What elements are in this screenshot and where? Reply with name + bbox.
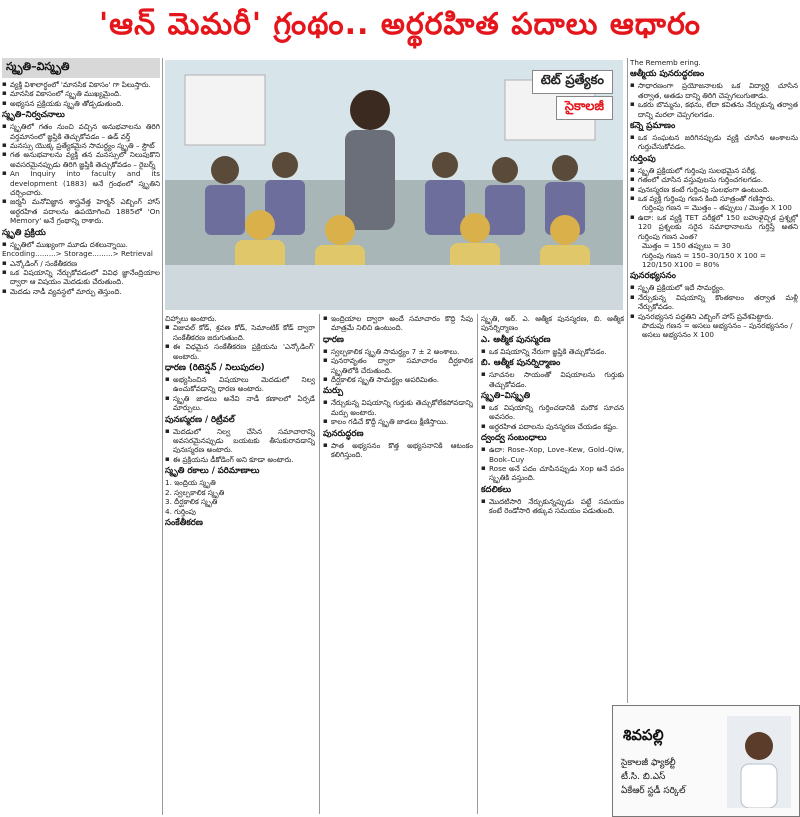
col1-bullet: ▪ అభ్యసించిన విషయాలు మెదడులో నిల్వ ఉంచుకోవడాన్ని ధారణ అంటారు. — [165, 375, 315, 394]
right-bullet: ▪ గతంలో చూసిన వస్తువులను గుర్తించగలగడం. — [630, 175, 798, 184]
col2-bullet: ▪ ఇంద్రియాల ద్వారా అందే సమాచారం కొద్ది సేపు మాత్రమే నిలిచి ఉంటుంది. — [323, 314, 473, 333]
author-box — [612, 705, 800, 817]
col2-bullet: ▪ పాత అభ్యసనం కొత్త అభ్యసనానికి ఆటంకం కలిగిస్తుంది. — [323, 441, 473, 460]
left-bullet: ▪ ఒక విషయాన్ని నేర్చుకోవడంలో వివిధ జ్ఞానేంద్రియాల ద్వారా ఆ విషయం మెదడుకు చేరుతుంది. — [2, 268, 160, 287]
formula-values: మొత్తం = 150 తప్పులు = 30 — [642, 241, 731, 251]
classroom-photo — [165, 60, 623, 310]
col3-subheading: ద్వంద్వ సంబంధాలు — [481, 433, 547, 444]
left-bullet: ▪ స్మృతిలో ముఖ్యంగా మూడు దశలున్నాయి. — [2, 240, 160, 249]
col3-bullet: ▪ మొదటిసారి నేర్చుకున్నప్పుడు పట్టే సమయం కంటే రెండోసారి తక్కువ సమయం పడుతుంది. — [481, 497, 624, 516]
left-column-heading: స్మృతి–విస్మృతి — [2, 58, 160, 78]
left-bullet: ▪ గత అనుభవాలను వ్యక్తి తన మనస్సులో నిలుపుకొని అవసరమైనప్పుడు తిరిగి జ్ఞప్తికి తెచ్చుకోవడం – రైబర్న్ — [2, 150, 160, 169]
right-bullet: ▪ స్మృతి ప్రక్రియలో గుర్తింపు సులభమైన పరీక్ష. — [630, 166, 798, 175]
col3-subheading: ఎ. ఆత్మీక పునస్మరణ — [481, 334, 551, 345]
col2-subheading: మర్పు — [323, 386, 344, 397]
right-bullet: ▪ ఒక వ్యక్తి గుర్తింపు గణన కింది సూత్రంతో గణిస్తారు. — [630, 194, 798, 203]
author-role-line: ఏకేఆర్ స్టడీ సర్కిల్ — [621, 786, 686, 796]
left-bullet: ▪ స్మృతిలో గతం నుంచి వచ్చిన అనుభవాలను తిరిగి వర్తమానంలో జ్ఞప్తికి తెచ్చుకోవడం – ఉడ్ వర్త్ — [2, 122, 160, 141]
col3-bullet: ▪ సూచనల సాయంతో విషయాలను గుర్తుకు తెచ్చుకోవడం. — [481, 370, 624, 389]
col3-bullet: ▪ Rose అనే పదం చూపినప్పుడు Xop అనే పదం స్మృతికి వస్తుంది. — [481, 464, 624, 483]
col1-bullet: ▪ మెదడులో నిల్వ చేసిన సమాచారాన్ని అవసరమైనప్పుడు బయటకు తీసుకురావడాన్ని పునఃస్మరణ అంటారు. — [165, 427, 315, 455]
col1-bullet: ▪ ఈ ప్రక్రియను డీకోడింగ్ అని కూడా అంటారు. — [165, 455, 315, 464]
col2-subheading: పునరుద్ధరణ — [323, 428, 364, 439]
savings-formula: పొదుపు గణన = అసలు అభ్యసనం – పునరభ్యసనం / అసలు అభ్యసనం X 100 — [642, 320, 793, 340]
author-role — [621, 756, 685, 798]
col3-bullet: ▪ ఉదా: Rose–Xop, Love–Kew, Gold–Qiw, Book–Cuy — [481, 445, 624, 464]
headline — [0, 0, 800, 56]
author-name: శివపల్లి — [623, 726, 664, 744]
right-bullet: ▪ ఒక సంఘటన జరిగినప్పుడు వ్యక్తి చూసిన అంశాలను గుర్తుచేసుకోవడం. — [630, 133, 798, 152]
right-subheading: కన్నె ప్రమాణం — [630, 121, 676, 132]
col1-subheading: సంకేతీకరణ — [165, 517, 203, 528]
right-subheading: ఆత్మీయ పునరుద్ధరణం — [630, 69, 705, 80]
col2-bullet: ▪ పునరావృతం ద్వారా సమాచారం దీర్ఘకాలిక స్మృతిలోకి చేరుతుంది. — [323, 356, 473, 375]
left-bullet: ▪ జర్మనీ మనోవిజ్ఞాన శాస్త్రవేత్త హెర్మన్ ఎబ్బింగ్ హాస్ అర్థరహిత పదాలను ఉపయోగించి 1885లో 'On Memory' అనే గ్రంథాన్ని రాశారు. — [2, 197, 160, 225]
right-bullet: ▪ పునరభ్యసన పద్ధతిని ఎబ్బింగ్ హాస్ ప్రవేశపెట్టారు. — [630, 312, 798, 321]
left-subheading: స్మృతి ప్రక్రియ — [2, 227, 46, 238]
formula-result: గుర్తింపు గణన = 150–30/150 X 100 = 120/150 X100 = 80% — [642, 250, 766, 269]
col1-bullet: ▪ స్మృతి జాడలు అనేవి నాడీ కణాలలో ఏర్పడే మార్పులు. — [165, 394, 315, 413]
col3-bullet: ▪ ఒక విషయాన్ని గుర్తించడానికి మరొక సూచన అవసరం. — [481, 403, 624, 422]
col1-subheading: స్మృతి రకాలు / పరిమాణాలు — [165, 466, 260, 477]
col2-bullet: ▪ కాలం గడిచే కొద్దీ స్మృతి జాడలు క్షీణిస్తాయి. — [323, 417, 473, 426]
right-bullet: ▪ సాధారణంగా ప్రయోజనాలకు ఒక విద్యార్థి చూసిన తర్వాత, అతడు దాన్ని తిరిగి చెప్పగలుగుతాడు. — [630, 81, 798, 100]
right-column — [630, 58, 798, 658]
right-bullet: ▪ ఉదా: ఒక వ్యక్తి TET పరీక్షలో 150 బహుళైచ్చిక ప్రశ్నల్లో 120 ప్రశ్నలకు సరైన సమాధానాలను గుర్తిస్తే అతని గుర్తింపు గణన ఎంత? — [630, 213, 798, 241]
right-subheading: గుర్తింపు — [630, 153, 656, 164]
right-bullet: ▪ పునఃస్మరణ కంటే గుర్తింపు సులభంగా ఉంటుంది. — [630, 185, 798, 194]
col1-bullet: ▪ విజువల్ కోడ్, శ్రవణ కోడ్, సెమాంటిక్ కోడ్ ద్వారా సంకేతీకరణ జరుగుతుంది. — [165, 323, 315, 342]
column-divider — [162, 58, 163, 815]
left-bullet: ▪ మానసిక వికాసంలో స్మృతి ముఖ్యమైంది. — [2, 89, 160, 98]
subject-tag: సైకాలజీ — [556, 96, 613, 120]
col3-subheading: కదలికలు — [481, 484, 512, 495]
column-divider — [627, 58, 628, 703]
col3-subheading: బి. ఆత్మీక పునర్నిర్మాణం — [481, 358, 561, 369]
col1-list-item: 4. గుర్తింపు — [165, 506, 196, 516]
column-divider — [319, 314, 320, 814]
col1-list-item: 3. దీర్ఘకాలిక స్మృతి — [165, 497, 218, 507]
author-role-line: సైకాలజీ ఫ్యాకల్టీ — [621, 758, 676, 768]
col1-subheading: ధారణ (రిటెన్షన్ / నిలుపుదల) — [165, 363, 265, 374]
col1-bullet: ▪ ఈ విధమైన సంకేతీకరణ ప్రక్రియను 'ఎన్కోడింగ్' అంటారు. — [165, 342, 315, 361]
encoding-flow: Encoding.........> Storage.........> Retrieval — [2, 249, 153, 259]
col1-text: చిహ్నాలు అంటారు. — [165, 314, 217, 323]
col2-bullet: ▪ నేర్చుకున్న విషయాన్ని గుర్తుకు తెచ్చుకోలేకపోవడాన్ని మర్పు అంటారు. — [323, 398, 473, 417]
author-portrait-icon — [727, 716, 791, 808]
left-bullet: ▪ వ్యక్తి విశాలార్థంలో 'మానసిక వికాసం' గా పిలుస్తారు. — [2, 80, 160, 89]
left-subheading: స్మృతి–నిర్వచనాలు — [2, 110, 65, 121]
left-bullet: ▪ An Inquiry into faculty and its development (1883) అనే గ్రంథంలో స్మృతిని చర్చించారు. — [2, 169, 160, 197]
headline-text: 'ఆన్ మెమరీ' గ్రంథం.. అర్థరహిత పదాలు ఆధారం — [99, 7, 701, 42]
tet-special-tag: టెట్ ప్రత్యేకం — [532, 70, 613, 94]
right-bullet: ▪ స్మృతి ప్రక్రియలో ఇదే సామర్థ్యం. — [630, 283, 798, 292]
author-photo — [727, 716, 791, 808]
left-bullet: ▪ మనస్సు యొక్క ప్రత్యేకమైన సామర్థ్యం స్మృతి – స్టౌట్ — [2, 141, 160, 150]
col1-subheading: పునఃస్మరణ / రిట్రీవల్ — [165, 414, 235, 425]
col2-subheading: ధారణ — [323, 334, 344, 345]
col1-list-item: 2. స్వల్పకాలిక స్మృతి — [165, 487, 225, 497]
col3-subheading: స్మృతి–విస్మృతి — [481, 391, 531, 402]
middle-column-1 — [165, 314, 315, 814]
middle-column-3 — [481, 314, 624, 704]
col1-list-item: 1. ఇంద్రియ స్మృతి — [165, 478, 216, 488]
col3-bullet: ▪ ఒక విషయాన్ని నేరుగా జ్ఞప్తికి తెచ్చుకోవడం. — [481, 347, 624, 356]
right-bullet: ▪ నేర్చుకున్న విషయాన్ని కొంతకాలం తర్వాత మళ్లీ నేర్చుకోవడం. — [630, 293, 798, 312]
left-bullet: ▪ ఎన్కోడింగ్ / సంకేతీకరణ — [2, 259, 160, 268]
col2-bullet: ▪ స్వల్పకాలిక స్మృతి సామర్థ్యం 7 ± 2 అంశాలు. — [323, 347, 473, 356]
left-column — [2, 58, 160, 815]
author-role-line: టీ.సి. బి.ఎస్ — [621, 772, 666, 782]
right-subheading: పునరభ్యసనం — [630, 271, 676, 282]
column-divider — [477, 314, 478, 814]
left-bullet: ▪ మెదడు నాడీ వ్యవస్థలో మార్పు తెస్తుంది. — [2, 287, 160, 296]
right-top-text: The Rememb ering. — [630, 58, 701, 67]
col3-bullet: ▪ అర్థరహిత పదాలను పునస్మరణ చేయడం కష్టం. — [481, 422, 624, 431]
right-bullet: ▪ ఒకరు బొమ్మను, కథను, లేదా కవితను నేర్చుకున్న తర్వాత దాన్ని మరలా చెప్పగలగడం. — [630, 100, 798, 119]
classroom-illustration — [165, 60, 623, 310]
left-bullet: ▪ అభ్యసన ప్రక్రియకు స్మృతి తోడ్పడుతుంది. — [2, 99, 160, 108]
col3-text: స్మృతి, ఆర్. ఎ. ఆత్మీక పునస్మరణ, బి. ఆత్మీక పునర్నిర్మాణం — [481, 314, 624, 333]
col2-bullet: ▪ దీర్ఘకాలిక స్మృతి సామర్థ్యం అపరిమితం. — [323, 375, 473, 384]
recognition-formula: గుర్తింపు గణన = మొత్తం – తప్పులు / మొత్తం X 100 — [642, 203, 792, 213]
middle-column-2 — [323, 314, 473, 814]
